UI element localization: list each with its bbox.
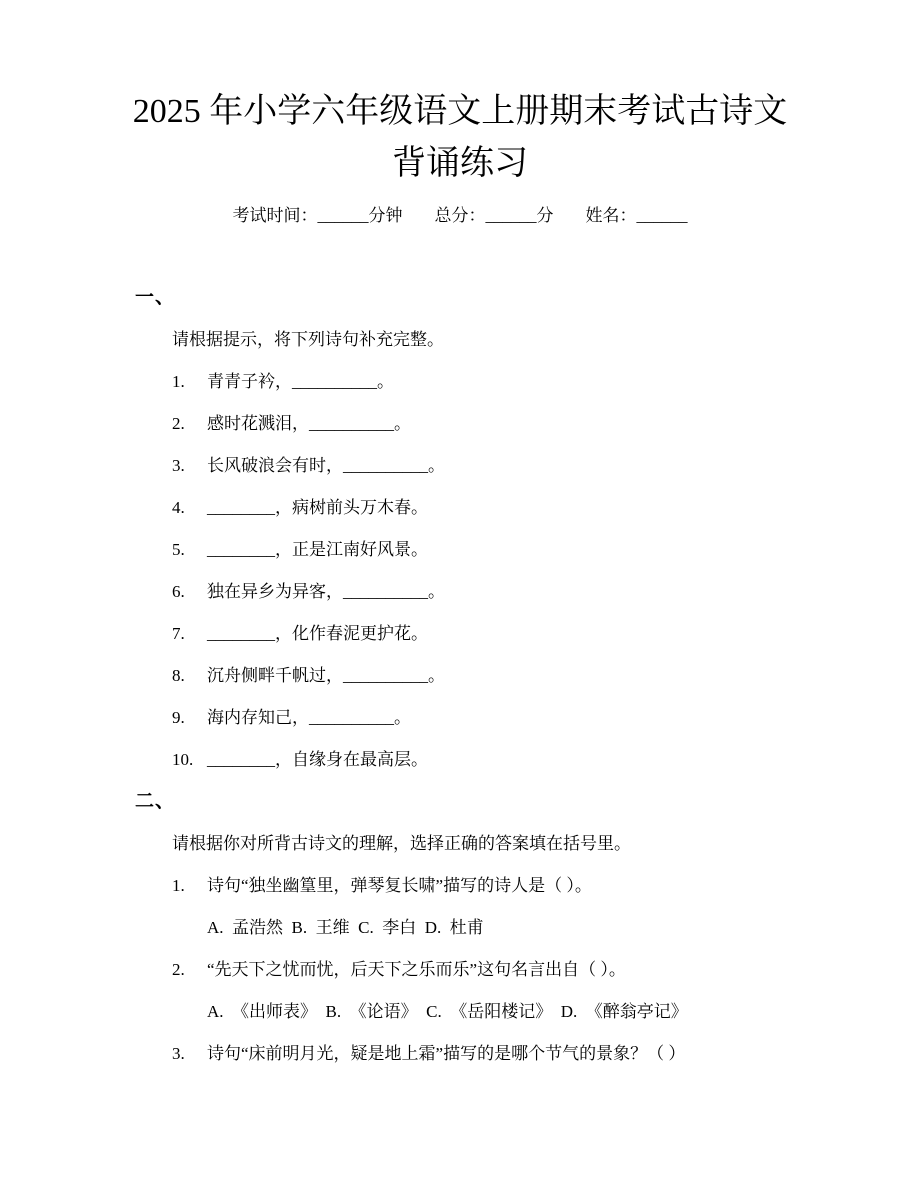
section1-label: 一、: [135, 287, 176, 308]
fill-item-6: [172, 571, 800, 613]
fill-item-8: [172, 655, 800, 697]
item-text: ________，病树前头万木春。: [207, 498, 428, 517]
section1-instruction: 请根据提示，将下列诗句补充完整。: [172, 330, 444, 349]
question-text: 诗句“独坐幽篁里，弹琴复长啸”描写的诗人是（ ）。: [207, 876, 592, 895]
document-title-line1: 2025 年小学六年级语文上册期末考试古诗文: [132, 93, 788, 130]
item-text: 海内存知己，__________。: [207, 708, 411, 727]
item-number: 9.: [172, 708, 185, 727]
item-number: 5.: [172, 540, 185, 559]
item-number: 10.: [172, 750, 194, 769]
question-line: [172, 865, 800, 907]
options-line: A. 孟浩然 B. 王维 C. 李白 D. 杜甫: [207, 918, 484, 937]
item-number: 2.: [172, 414, 185, 433]
item-number: 6.: [172, 582, 185, 601]
choice-item-3: [172, 1033, 800, 1075]
fill-item-10: [172, 739, 800, 781]
exam-time-field: 考试时间：______分钟: [232, 206, 403, 225]
item-text: 青青子衿，__________。: [207, 372, 394, 391]
total-score-field: 总分：______分: [434, 206, 554, 225]
question-line: [172, 949, 800, 991]
question-text: 诗句“床前明月光，疑是地上霜”描写的是哪个节气的景象？（ ）: [207, 1044, 686, 1063]
student-name-field: 姓名：______: [585, 206, 688, 225]
item-number: 4.: [172, 498, 185, 517]
section2-label: 二、: [135, 791, 176, 812]
exam-meta-line: [0, 203, 920, 229]
fill-item-3: [172, 445, 800, 487]
item-number: 7.: [172, 624, 185, 643]
fill-item-4: [172, 487, 800, 529]
item-text: ________，正是江南好风景。: [207, 540, 428, 559]
item-number: 3.: [172, 456, 185, 475]
fill-item-7: [172, 613, 800, 655]
fill-item-2: [172, 403, 800, 445]
multiple-choice-list: [135, 865, 800, 1075]
item-text: 长风破浪会有时，__________。: [207, 456, 445, 475]
item-text: 沉舟侧畔千帆过，__________。: [207, 666, 445, 685]
document-title: [110, 86, 810, 190]
section2-instruction: 请根据你对所背古诗文的理解，选择正确的答案填在括号里。: [172, 834, 631, 853]
item-number: 8.: [172, 666, 185, 685]
item-text: 独在异乡为异客，__________。: [207, 582, 445, 601]
item-number: 1.: [172, 372, 185, 391]
item-text: 感时花溅泪，__________。: [207, 414, 411, 433]
item-number: 2.: [172, 960, 185, 979]
item-number: 3.: [172, 1044, 185, 1063]
item-text: ________，自缘身在最高层。: [207, 750, 428, 769]
choice-item-1: [172, 865, 800, 949]
item-number: 1.: [172, 876, 185, 895]
choice-item-2: [172, 949, 800, 1033]
item-text: ________，化作春泥更护花。: [207, 624, 428, 643]
question-line: [172, 1033, 800, 1075]
fill-item-9: [172, 697, 800, 739]
fill-in-blank-list: [135, 361, 800, 781]
fill-item-5: [172, 529, 800, 571]
document-title-line2: 背诵练习: [392, 145, 528, 182]
fill-item-1: [172, 361, 800, 403]
document-body: [135, 277, 800, 1075]
question-text: “先天下之忧而忧，后天下之乐而乐”这句名言出自（ ）。: [207, 960, 626, 979]
options-line: A. 《出师表》 B. 《论语》 C. 《岳阳楼记》 D. 《醉翁亭记》: [207, 1002, 688, 1021]
